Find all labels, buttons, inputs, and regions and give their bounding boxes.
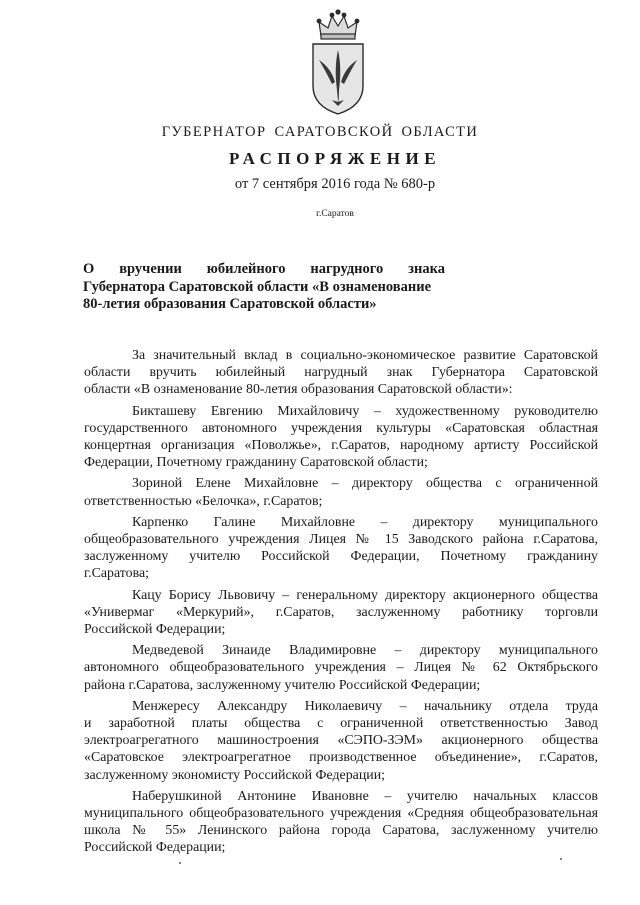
- paragraph: [84, 788, 598, 857]
- paragraph-line: Бикташеву Евгению Михайловичу – художественному руководителю: [132, 403, 598, 419]
- paragraph-line: г.Саратова;: [84, 566, 150, 582]
- paragraph-line: Российской Федерации;: [84, 622, 226, 638]
- paragraph-line: автономного общеобразовательного учреждения – Лицея № 62 Октябрьского: [84, 660, 598, 676]
- paragraph-line: За значительный вклад в социально-экономическое развитие Саратовской: [132, 348, 598, 363]
- document-type-title: РАСПОРЯЖЕНИЕ: [228, 149, 442, 168]
- scan-speck: [560, 858, 562, 860]
- paragraph: [84, 698, 598, 784]
- paragraph: [84, 514, 598, 583]
- paragraph-line: Кацу Борису Львовичу – генеральному директору акционерного общества: [132, 587, 598, 603]
- paragraph-line: заслуженному экономисту Российской Федерации;: [84, 767, 385, 783]
- paragraph-line: и заработной платы общества с ограниченной ответственностью Завод: [84, 716, 598, 732]
- paragraph-line: «Универмаг «Меркурий», г.Саратов, заслуженному работнику торговли: [84, 604, 598, 620]
- document-subject: [83, 261, 445, 314]
- paragraph-line: области «В ознаменование 80-летия образования Саратовской области»:: [84, 382, 513, 398]
- paragraph-line: района г.Саратова, заслуженному учителю Российской Федерации;: [84, 677, 481, 693]
- paragraph-line: Наберушкиной Антонине Ивановне – учителю начальных классов: [132, 788, 598, 804]
- paragraph-line: Федерации, Почетному гражданину Саратовской области;: [84, 455, 428, 471]
- paragraph: [84, 475, 598, 509]
- coat-of-arms-icon: [301, 8, 375, 120]
- paragraph-line: концертная организация «Поволжье», г.Саратов, народному артисту Российской: [84, 438, 598, 454]
- paragraph-line: муниципального общеобразовательного учреждения «Средняя общеобразовательная: [84, 806, 598, 822]
- document-city: г.Саратов: [316, 209, 354, 219]
- subject-line: О вручении юбилейного нагрудного знака: [83, 261, 445, 277]
- paragraph-line: «Саратовское электроагрегатное производственное объединение», г.Саратов,: [84, 750, 598, 766]
- paragraph-line: области вручить юбилейный нагрудный знак Губернатора Саратовской: [84, 365, 598, 381]
- paragraph-line: Менжересу Александру Николаевичу – начальнику отдела труда: [132, 698, 598, 714]
- paragraph-line: Карпенко Галине Михайловне – директору муниципального: [132, 514, 598, 530]
- paragraph: [84, 403, 598, 472]
- paragraph: [84, 347, 598, 399]
- paragraph-line: общеобразовательного учреждения Лицея № 15 Заводского района г.Саратова,: [84, 532, 598, 548]
- paragraph-line: Зориной Елене Михайловне – директору общества с ограниченной: [132, 476, 598, 492]
- paragraph-line: Российской Федерации;: [84, 840, 226, 856]
- organization-name: ГУБЕРНАТОР САРАТОВСКОЙ ОБЛАСТИ: [161, 124, 479, 140]
- subject-line: Губернатора Саратовской области «В ознаменование: [83, 278, 432, 295]
- paragraph-line: Медведевой Зинаиде Владимировне – директору муниципального: [132, 643, 598, 659]
- document-body: [84, 347, 598, 861]
- paragraph-line: электроагрегатного машиностроения «СЭПО-ЗЭМ» акционерного общества: [84, 733, 598, 749]
- subject-line: 80-летия образования Саратовской области»: [83, 296, 377, 312]
- paragraph: [84, 642, 598, 694]
- scan-speck: [179, 862, 181, 864]
- document-date-number: от 7 сентября 2016 года № 680-р: [234, 176, 436, 192]
- paragraph: [84, 587, 598, 639]
- paragraph-line: государственного автономного учреждения культуры «Саратовская областная: [84, 420, 598, 436]
- crown-icon: [317, 10, 359, 39]
- paragraph-line: заслуженному учителю Российской Федерации, Почетному гражданину: [84, 549, 598, 565]
- paragraph-line: школа № 55» Ленинского района города Саратова, заслуженному учителю: [84, 823, 598, 839]
- paragraph-line: ответственностью «Белочка», г.Саратов;: [84, 493, 323, 509]
